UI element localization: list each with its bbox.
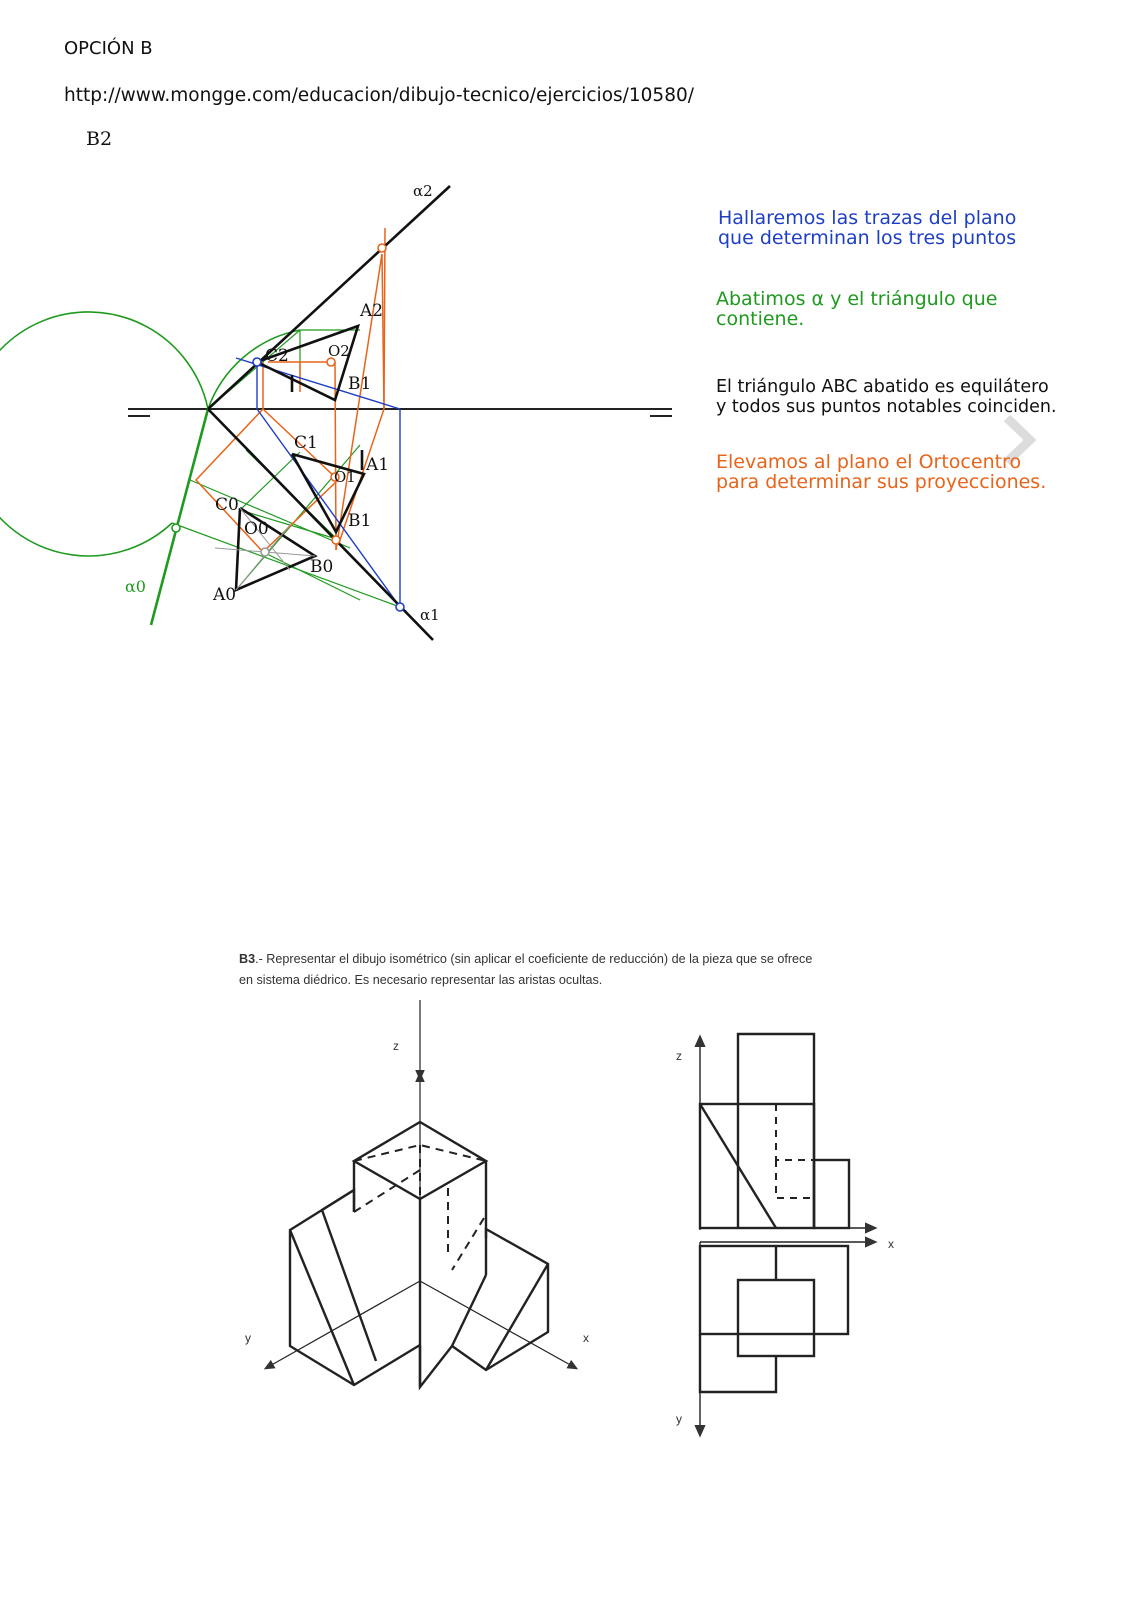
iso-axis-y: y [245,1331,251,1345]
option-heading: OPCIÓN B [64,38,153,59]
step-4: Elevamos al plano el Ortocentro para determinar sus proyecciones. [716,451,1047,493]
alpha0-trace [151,409,208,625]
label-alpha1: α1 [420,606,440,624]
isometric-view [268,1000,574,1387]
label-A1: A1 [366,455,390,475]
label-O2: O2 [328,342,350,360]
label-B2: B1 [348,374,372,394]
label-alpha0: α0 [125,577,146,596]
dihedral-axis-y: y [676,1412,682,1426]
abatement-arc [0,312,208,556]
label-A0: A0 [213,585,237,605]
step-3: El triángulo ABC abatido es equilátero y todos sus puntos notables coinciden. [716,377,1057,417]
label-A2: A2 [360,301,384,321]
section-b2-label: B2 [86,128,113,150]
dihedral-view [700,1034,872,1432]
label-B1: B1 [348,511,372,531]
label-O0: O0 [244,519,269,539]
label-alpha2: α2 [413,182,433,200]
dihedral-axis-z: z [676,1049,682,1063]
diagram-labels [125,182,440,624]
iso-axis-z: z [393,1039,399,1053]
construction-points [172,244,404,611]
label-O1: O1 [334,468,356,486]
label-C0: C0 [215,495,239,515]
label-C2: C2 [265,346,289,366]
b3-drawings [0,1000,1131,1480]
label-B0: B0 [310,557,334,577]
step-2: Abatimos α y el triángulo que contiene. [716,288,998,330]
step-1: Hallaremos las trazas del plano que determinan los tres puntos [718,207,1017,249]
iso-axis-x: x [583,1331,589,1345]
b3-statement: B3.- Representar el dibujo isométrico (sin aplicar el coeficiente de reducción) de la pieza que se ofrece en sistema diédrico. Es necesario representar las aristas ocultas. [239,952,813,987]
b2-diagram [0,0,1131,700]
source-url: http://www.mongge.com/educacion/dibujo-tecnico/ejercicios/10580/ [64,85,694,106]
dihedral-axis-x: x [888,1237,894,1251]
alpha2-trace [208,186,450,409]
label-C1: C1 [294,433,318,453]
